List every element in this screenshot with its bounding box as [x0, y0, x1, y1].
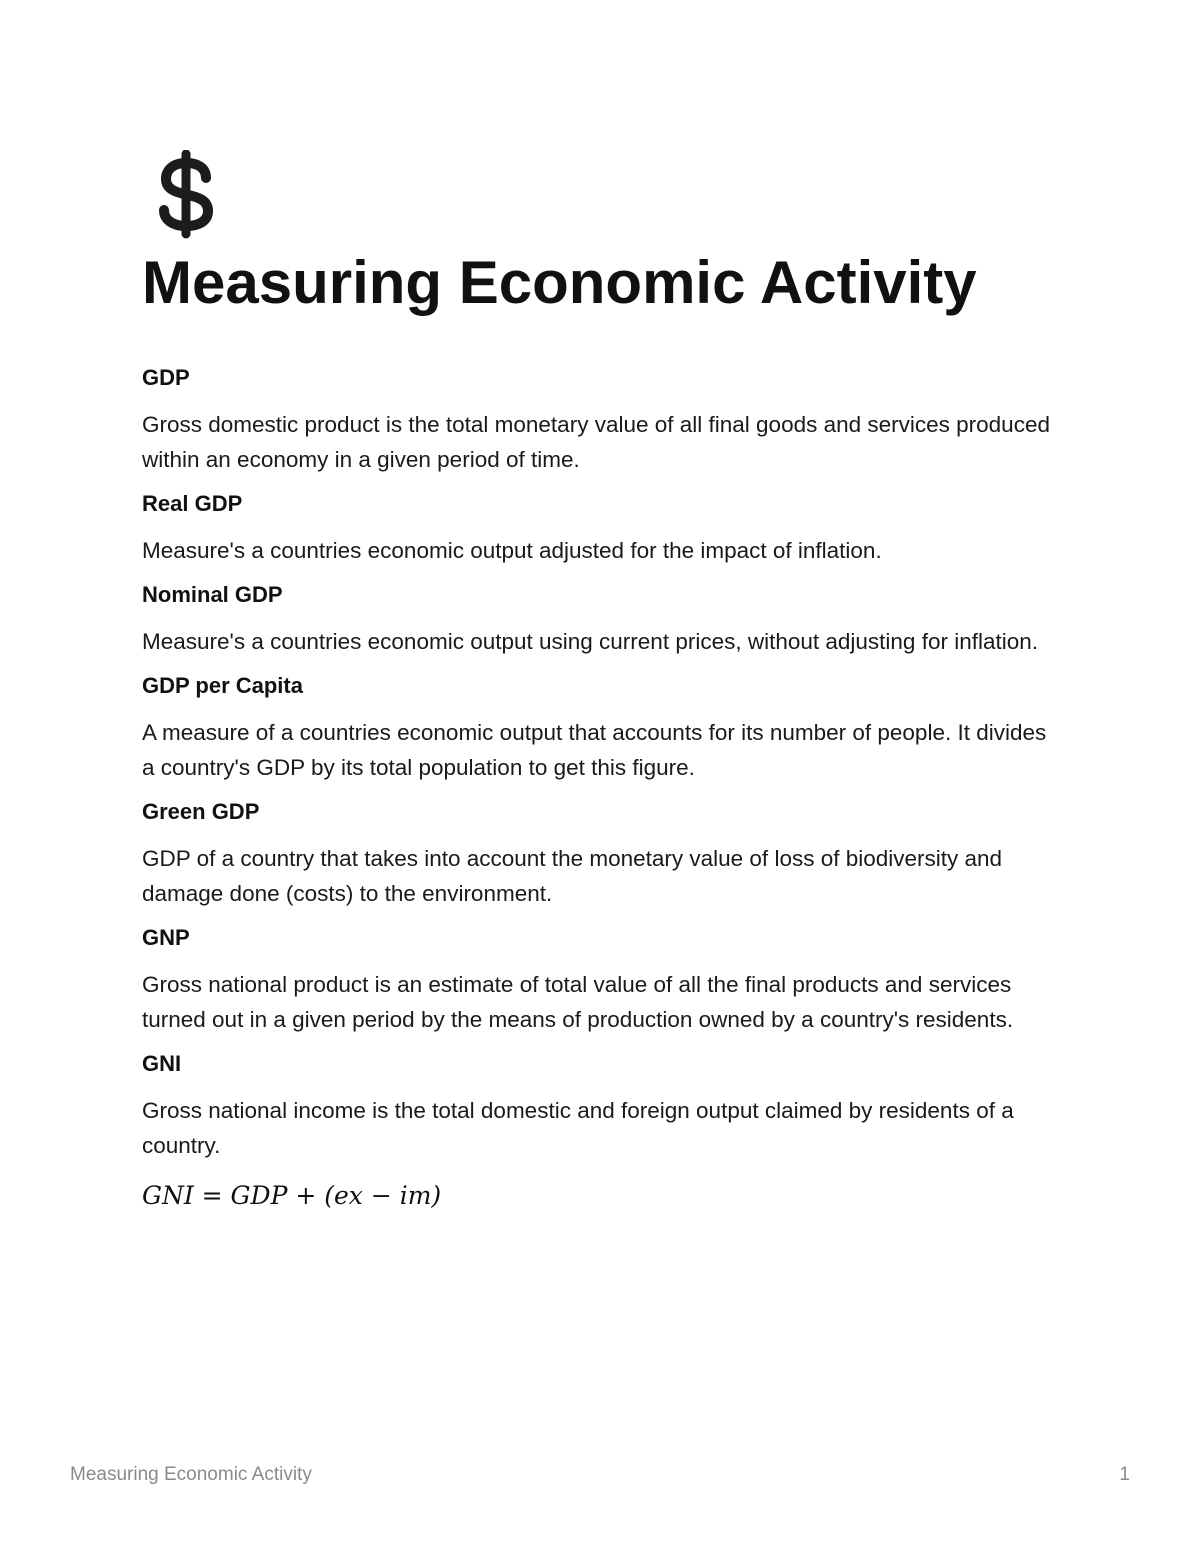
term-gnp [142, 923, 1062, 1037]
page-title: Measuring Economic Activity [142, 249, 977, 316]
term-definition: Measure's a countries economic output using current prices, without adjusting for inflation. [142, 629, 1039, 654]
page-content [142, 150, 1062, 1213]
page-number: 1 [1119, 1464, 1130, 1485]
term-definition: GDP of a country that takes into account the monetary value of loss of biodiversity and damage done (costs) to the environment. [142, 846, 1003, 906]
term-heading: GNI [142, 1051, 182, 1076]
term-green-gdp [142, 797, 1062, 911]
term-gdp [142, 363, 1062, 477]
term-real-gdp [142, 489, 1062, 568]
term-heading: GDP per Capita [142, 673, 303, 698]
term-heading: Real GDP [142, 491, 243, 516]
footer-title: Measuring Economic Activity [70, 1464, 312, 1485]
term-gni [142, 1049, 1062, 1163]
term-definition: Gross national product is an estimate of total value of all the final products and services turned out in a given period by the means of production owned by a country's residents. [142, 972, 1014, 1032]
term-definition: Gross domestic product is the total monetary value of all final goods and services produced within an economy in a given period of time. [142, 412, 1050, 472]
term-heading: Green GDP [142, 799, 260, 824]
gni-formula: GNI = GDP + (ex − im) [142, 1181, 442, 1210]
term-gdp-per-capita [142, 671, 1062, 785]
term-heading: GDP [142, 365, 190, 390]
terms-list [142, 363, 1062, 1163]
term-heading: Nominal GDP [142, 582, 283, 607]
term-definition: Measure's a countries economic output adjusted for the impact of inflation. [142, 538, 882, 563]
term-heading: GNP [142, 925, 190, 950]
term-definition: A measure of a countries economic output that accounts for its number of people. It divides a country's GDP by its total population to get this figure. [142, 720, 1047, 780]
term-nominal-gdp [142, 580, 1062, 659]
term-definition: Gross national income is the total domestic and foreign output claimed by residents of a country. [142, 1098, 1014, 1158]
dollar-sign-icon [142, 150, 242, 240]
